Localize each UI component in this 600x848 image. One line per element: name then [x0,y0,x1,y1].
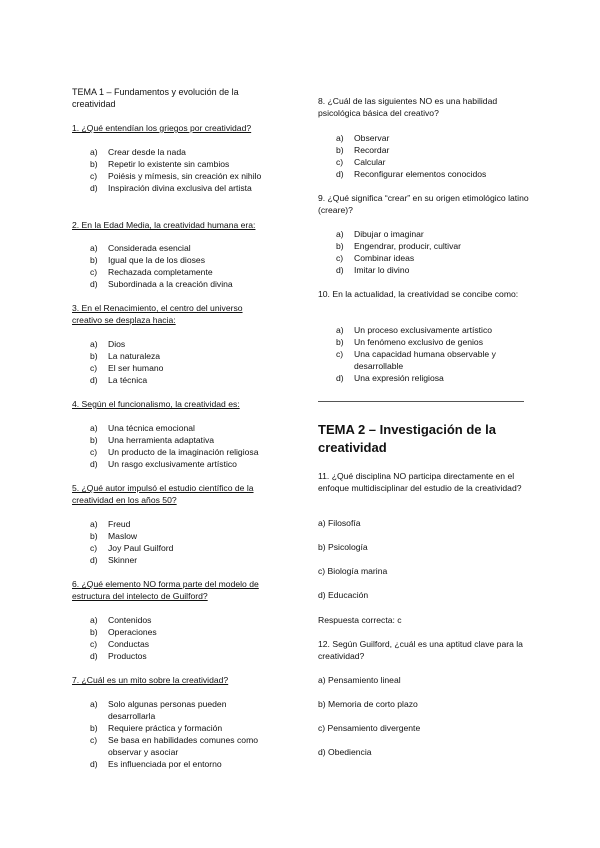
list-item: d) Un rasgo exclusivamente artístico [90,459,237,469]
q11-option-c: c) Biología marina [318,566,388,576]
list-item: d) Es influenciada por el entorno [90,759,222,769]
q12-option-a: a) Pensamiento lineal [318,675,401,685]
list-item: d) Reconfigurar elementos conocidos [336,169,487,179]
question-4: 4. Según el funcionalismo, la creatividad es: [72,399,240,409]
list-item: d) Skinner [90,555,138,565]
q12-option-d: d) Obediencia [318,747,372,757]
list-item: a) Contenidos [90,615,152,625]
question-8: 8. ¿Cuál de las siguientes NO es una habilidad psicológica básica del creativo? [318,96,498,118]
question-4-options [90,422,290,470]
q11-answer: Respuesta correcta: c [318,615,402,625]
list-item: b) Engendrar, producir, cultivar [336,241,462,251]
list-item: b) Requiere práctica y formación [90,723,223,733]
list-item: a) Un proceso exclusivamente artístico [336,325,493,335]
list-item: c) Rechazada completamente [90,267,213,277]
list-item: b) Recordar [336,145,390,155]
list-item: a) Dibujar o imaginar [336,229,424,239]
question-2: 2. En la Edad Media, la creatividad humana era: [72,220,256,230]
list-item: c) Conductas [90,639,150,649]
q12-option-b: b) Memoria de corto plazo [318,699,418,709]
list-item: c) Se basa en habilidades comunes como observar y asociar [90,735,259,757]
list-item: b) Un fenómeno exclusivo de genios [336,337,483,347]
list-item: a) Crear desde la nada [90,147,186,157]
list-item: d) Inspiración divina exclusiva del artista [90,183,252,193]
list-item: b) Repetir lo existente sin cambios [90,159,230,169]
question-10-options [336,324,526,384]
question-7-options [90,698,262,770]
list-item: b) Igual que la de los dioses [90,255,205,265]
list-item: b) Operaciones [90,627,157,637]
list-item: d) Una expresión religiosa [336,373,444,383]
question-2-options [90,242,262,290]
q12-option-c: c) Pensamiento divergente [318,723,421,733]
question-5-options [90,518,262,566]
question-9-options [336,228,526,276]
section-divider [318,401,524,402]
q11-option-b: b) Psicología [318,542,368,552]
list-item: c) Combinar ideas [336,253,415,263]
question-1: 1. ¿Qué entendían los griegos por creatividad? [72,123,252,133]
list-item: a) Freud [90,519,131,529]
question-9: 9. ¿Qué significa “crear” en su origen etimológico latino (creare)? [318,193,529,215]
list-item: d) Subordinada a la creación divina [90,279,233,289]
question-8-options [336,132,526,180]
q11-option-d: d) Educación [318,590,369,600]
question-7: 7. ¿Cuál es un mito sobre la creatividad? [72,675,229,685]
list-item: c) Joy Paul Guilford [90,543,174,553]
tema2-title: TEMA 2 – Investigación de la creatividad [318,422,496,455]
list-item: b) Maslow [90,531,138,541]
list-item: c) El ser humano [90,363,164,373]
list-item: d) La técnica [90,375,148,385]
question-1-options [90,146,262,194]
question-11: 11. ¿Qué disciplina NO participa directamente en el enfoque multidisciplinar del estudio de la creatividad? [318,471,522,493]
list-item: a) Solo algunas personas pueden desarrollarla [90,699,227,721]
question-6: 6. ¿Qué elemento NO forma parte del modelo de estructura del intelecto de Guilford? [72,579,259,601]
list-item: c) Una capacidad humana observable y desarrollable [336,349,496,371]
list-item: b) Una herramienta adaptativa [90,435,215,445]
list-item: d) Productos [90,651,147,661]
list-item: b) La naturaleza [90,351,161,361]
question-5: 5. ¿Qué autor impulsó el estudio científico de la creatividad en los años 50? [72,483,254,505]
q11-option-a: a) Filosofía [318,518,361,528]
list-item: c) Poiésis y mímesis, sin creación ex nihilo [90,171,262,181]
list-item: d) Imitar lo divino [336,265,410,275]
tema1-title: TEMA 1 – Fundamentos y evolución de la creatividad [72,87,239,109]
list-item: a) Considerada esencial [90,243,191,253]
list-item: a) Una técnica emocional [90,423,195,433]
question-10: 10. En la actualidad, la creatividad se concibe como: [318,289,519,299]
list-item: a) Dios [90,339,126,349]
list-item: c) Un producto de la imaginación religiosa [90,447,259,457]
question-12: 12. Según Guilford, ¿cuál es una aptitud clave para la creatividad? [318,639,523,661]
question-3: 3. En el Renacimiento, el centro del universo creativo se desplaza hacia: [72,303,243,325]
question-3-options [90,338,262,386]
list-item: a) Observar [336,133,390,143]
question-6-options [90,614,262,662]
list-item: c) Calcular [336,157,386,167]
